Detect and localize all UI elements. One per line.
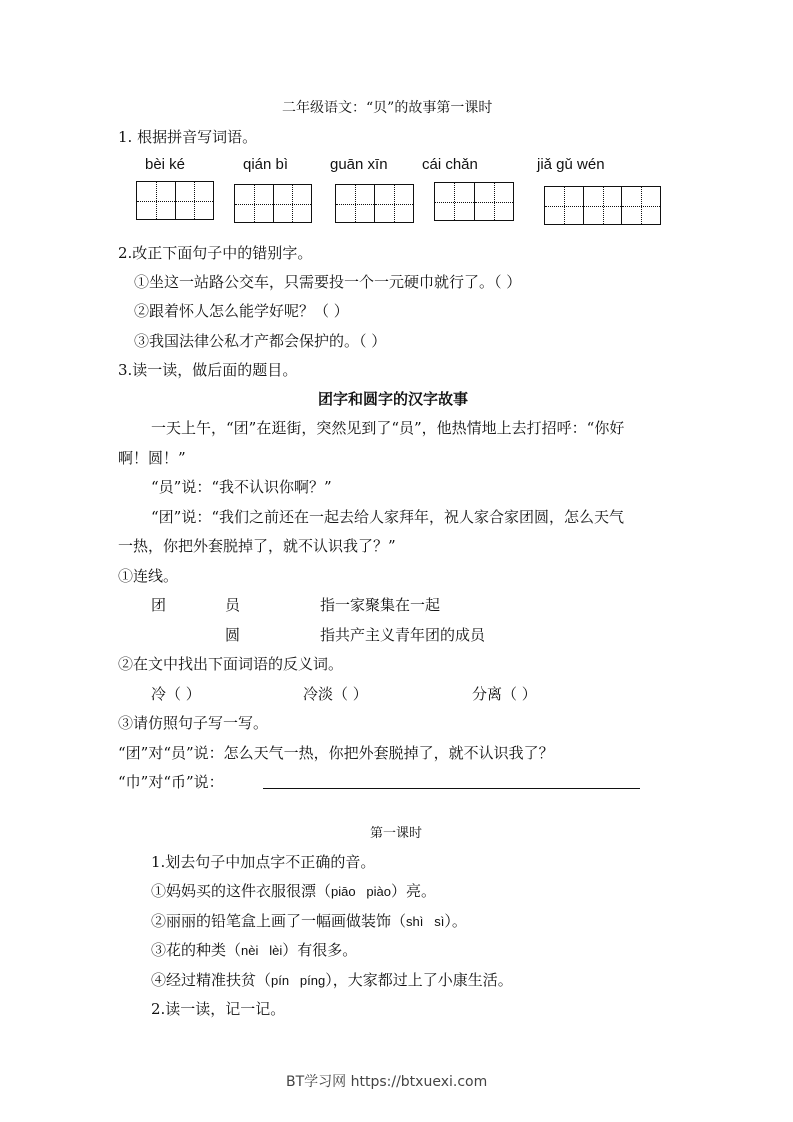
answer-line[interactable] — [263, 788, 640, 789]
match-middle-2[interactable]: 圆 — [225, 626, 241, 644]
pronunciation-item-2 — [151, 910, 467, 931]
antonym-item-2[interactable]: 冷淡（ ） — [303, 685, 368, 703]
writing-grid-2[interactable] — [234, 184, 312, 223]
pronunciation-item-1 — [151, 880, 436, 901]
pinyin-3: guān xīn — [330, 156, 388, 173]
sub2-label: ②在文中找出下面词语的反义词。 — [118, 655, 344, 673]
sentence-post: ）。 — [444, 912, 467, 930]
grid-cell[interactable] — [584, 187, 623, 224]
pinyin-options[interactable]: nèi lèi — [241, 943, 283, 958]
writing-grid-5[interactable] — [544, 186, 661, 225]
example-sentence: “团”对“员”说：怎么天气一热，你把外套脱掉了，就不认识我了？ — [118, 744, 554, 762]
q2-item-3: ③我国法律公私才产都会保护的。（ ） — [134, 332, 387, 350]
grid-cell[interactable] — [235, 185, 274, 222]
story-paragraph: 一天上午，“团”在逛街，突然见到了“员”，他热情地上去打招呼：“你好 — [151, 419, 625, 437]
grid-cell[interactable] — [375, 185, 413, 222]
grid-cell[interactable] — [137, 182, 176, 219]
sub1-label: ①连线。 — [118, 567, 179, 585]
sentence-post: ），大家都过上了小康生活。 — [325, 971, 513, 989]
antonym-item-1[interactable]: 冷（ ） — [151, 685, 201, 703]
pinyin-options[interactable]: shì sì — [406, 914, 445, 929]
writing-grid-4[interactable] — [434, 182, 514, 221]
pinyin-5: jiǎ gǔ wén — [537, 156, 605, 173]
story-title: 团字和圆字的汉字故事 — [318, 390, 469, 408]
grid-cell[interactable] — [622, 187, 660, 224]
match-middle-1[interactable]: 员 — [225, 596, 241, 614]
pinyin-options[interactable]: piāo piào — [331, 884, 392, 899]
pinyin-options[interactable]: pín píng — [271, 973, 326, 988]
match-left-1[interactable]: 团 — [151, 596, 167, 614]
sub3-label: ③请仿照句子写一写。 — [118, 714, 269, 732]
page-title: 二年级语文：“贝”的故事第一课时 — [282, 100, 493, 116]
story-paragraph: 啊！圆！” — [118, 449, 186, 467]
prompt-sentence: “巾”对“币”说： — [118, 773, 224, 791]
sentence-post: ）有很多。 — [282, 941, 358, 959]
match-right-2[interactable]: 指共产主义青年团的成员 — [320, 626, 486, 644]
question-1-label: 1. 根据拼音写词语。 — [118, 128, 258, 146]
grid-cell[interactable] — [475, 183, 514, 220]
match-right-1[interactable]: 指一家聚集在一起 — [320, 596, 441, 614]
grid-cell[interactable] — [274, 185, 312, 222]
question-2-label: 2.改正下面句子中的错别字。 — [118, 244, 313, 262]
grid-cell[interactable] — [336, 185, 375, 222]
story-paragraph: “员”说：“我不认识你啊？” — [151, 478, 332, 496]
pinyin-1: bèi ké — [145, 156, 186, 173]
footer-watermark: BT学习网 https://btxuexi.com — [286, 1074, 488, 1090]
sentence-post: ）亮。 — [391, 882, 437, 900]
grid-cell[interactable] — [545, 187, 584, 224]
pinyin-2: qián bì — [243, 156, 289, 173]
sentence-pre: ④经过精准扶贫（ — [151, 971, 272, 989]
sentence-pre: ③花的种类（ — [151, 941, 242, 959]
section-title: 第一课时 — [370, 826, 423, 841]
section2-q2-label: 2.读一读，记一记。 — [151, 1000, 286, 1018]
pronunciation-item-3 — [151, 939, 357, 960]
pinyin-4: cái chǎn — [422, 156, 478, 173]
q2-item-2: ②跟着怀人怎么能学好呢？（ ） — [134, 302, 349, 320]
antonym-item-3[interactable]: 分离（ ） — [472, 685, 537, 703]
sentence-pre: ②丽丽的铅笔盒上画了一幅画做装饰（ — [151, 912, 407, 930]
writing-grid-1[interactable] — [136, 181, 214, 220]
grid-cell[interactable] — [435, 183, 475, 220]
grid-cell[interactable] — [176, 182, 214, 219]
section2-q1-label: 1.划去句子中加点字不正确的音。 — [151, 853, 376, 871]
sentence-pre: ①妈妈买的这件衣服很漂（ — [151, 882, 332, 900]
story-paragraph: 一热，你把外套脱掉了，就不认识我了？” — [118, 537, 396, 555]
q2-item-1: ①坐这一站路公交车，只需要投一个一元硬巾就行了。（ ） — [134, 273, 522, 291]
writing-grid-3[interactable] — [335, 184, 414, 223]
question-3-label: 3.读一读，做后面的题目。 — [118, 361, 298, 379]
story-paragraph: “团”说：“我们之前还在一起去给人家拜年，祝人家合家团圆，怎么天气 — [151, 508, 625, 526]
pronunciation-item-4 — [151, 969, 513, 990]
